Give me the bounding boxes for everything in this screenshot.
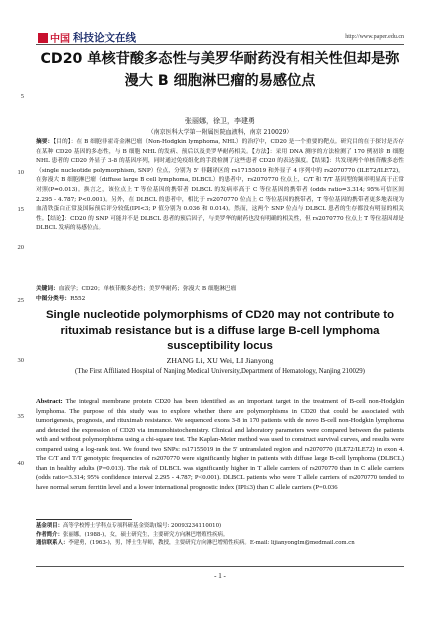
footnote-correspondence xyxy=(36,539,404,548)
abstract-cn-label: 摘要： xyxy=(36,139,54,145)
footnote-author xyxy=(36,531,404,540)
footnote-author-text: 张丽娜，(1988-)，女，硕士研究生，主要研究方向淋巴增殖性疾病。 xyxy=(62,531,229,538)
line-number: 5 xyxy=(20,93,24,100)
footnote-fund xyxy=(36,522,404,531)
paper-title-en: Single nucleotide polymorphisms of CD20 may not contribute to rituximab resistance but is a diffuse large B-cell lymphoma susceptibility locus xyxy=(45,309,395,352)
footnote-fund-text: 高等学校博士学科点专项科研基金资助(编号: 20093234110010) xyxy=(62,523,222,529)
abstract-en-label: Abstract: xyxy=(36,398,63,405)
paper-title-cn: CD20 单核苷酸多态性与美罗华耐药没有相关性但却是弥漫大 B 细胞淋巴瘤的易感位点 xyxy=(40,51,400,89)
affiliation-cn: （南京医科大学第一附属医院血液科，南京 210029） xyxy=(147,129,293,136)
header-rule xyxy=(36,44,404,45)
authors-en: ZHANG Li, XU Wei, LI Jianyong xyxy=(166,356,274,365)
footnote-corr-label: 通信联系人： xyxy=(36,540,69,547)
classification-cn-text: R552 xyxy=(70,296,86,302)
logo-text-cn: 中国 xyxy=(50,34,70,45)
classification-cn-label: 中图分类号： xyxy=(36,296,71,302)
classification-cn xyxy=(36,293,404,302)
keywords-cn xyxy=(36,283,404,292)
line-number: 35 xyxy=(17,413,24,420)
footnotes xyxy=(36,522,404,548)
authors-cn: 张丽娜，徐卫，李建勇 xyxy=(185,117,255,125)
footnote-author-label: 作者简介： xyxy=(36,531,63,538)
abstract-cn xyxy=(36,138,404,234)
line-number: 30 xyxy=(17,357,24,364)
footnote-corr-text: 李建勇，(1963-)，男，博士生导师，教授，主要研究方向淋巴增殖性疾病。E-mail: lijianyonglm@medmail.com.cn xyxy=(68,540,355,547)
page-header xyxy=(0,0,440,46)
logo-text-brand: 科技论文在线 xyxy=(73,32,136,44)
keywords-cn-text: 血液学；CD20；单核苷酸多态性；美罗华耐药；弥漫大 B 细胞淋巴瘤 xyxy=(58,286,237,292)
line-number: 40 xyxy=(17,460,24,467)
line-number: 25 xyxy=(17,297,24,304)
logo-mark-icon xyxy=(38,33,48,43)
footer-rule xyxy=(36,566,404,567)
affiliation-en: (The First Affiliated Hospital of Nanjing Medical University,Department of Hematology, Nanjing 210029) xyxy=(75,368,365,375)
site-url[interactable]: http://www.paper.edu.cn xyxy=(345,34,404,40)
line-number: 15 xyxy=(17,206,24,213)
abstract-en-text: The integral membrane protein CD20 has been identified as an important target in the treatment of B-cell non-Hodgkin lymphoma. The purpose of this study was to explore whether there are polymorphisms in CD20 that could be associated with tumorigenesis, prognosis, and rituximab resistance. We sequenced exons 3-8 in 170 patients with de novo B-cell non-Hodgkin lymphoma and detected the expression of CD20 via immunohistochemistry. Clinical and laboratory parameters were compared between the patients with and without polymorphisms using a chi-square test. The Kaplan-Meier method was used to construct survival curves, and results were compared using a log-rank test. We found two SNPs: rs17155019 in the 5' untranslated region and rs2070770 (ILE72/ILE72) in exon 4. The C/T and T/T genotypic frequencies of rs2070770 were significantly higher in patients with diffuse large B-cell lymphoma (DLBCL) than in healthy adults (P=0.013). The risk of DLBCL was significantly higher in T allele carriers of rs2070770 than in C allele carriers (odds ratio=3.314; 95% confidence interval 2.295 - 4.787; P<0.001). DLBCL patients who were T allele carriers of rs2070770 tended to have normal serum ferritin level and a lower international prognostic index (IPI≤3) than C allele carriers (P=0.036 xyxy=(36,398,404,491)
line-number: 20 xyxy=(17,244,24,251)
line-number: 10 xyxy=(17,169,24,176)
footnote-fund-label: 基金项目： xyxy=(36,523,63,529)
page-number: - 1 - xyxy=(214,572,226,580)
abstract-en xyxy=(36,397,404,492)
abstract-cn-text: 【目的】：在 B 细胞非霍奇金淋巴瘤（Non-Hodgkin lymphoma, NHL）的治疗中，CD20 是一个重要的靶点。研究目的在于探讨是否存在某种 CD20 基因的多态性，与 B 细胞 NHL 的发病、预后以及美罗华耐药相关。【方法】：采用 DNA 测序的方法检测了 170 例初诊 B 细胞 NHL 患者的 CD20 外显子 3-8 的基因序列，同时通过免疫组化的手段检测了这些患者 CD20 的表达强度。【结果】：共发现两个单核苷酸多态性（single nucleotide polymorphism, SNP）位点，分别为 5' 非翻译区的 rs17155019 和外显子 4 序列中的 rs2070770 (ILE72/ILE72)。在弥漫大 B 细胞淋巴瘤（diffuse large B cell lymphoma, DLBCL）的患者中，rs2070770 位点上，C/T 和 T/T 基因型的频率明显高于正常对照(P=0.013)。换言之，该位点上 T 等位基因的携带者 DLBCL 的发病率高于 C 等位基因的携带者 (odds ratio=3.314; 95%可信区间 2.295 - 4.787; P<0.001)。另外，在 DLBCL 的患者中，相比于 rs2070770 位点上 C 等位基因的携带者，T 等位基因的携带者更多地表现为血清铁蛋白正常及国际预后评分较低(IPI<3; P 值分别为 0.036 和 0.014)。然而，这两个 SNP 位点与 DLBCL 患者的生存都没有明显的相关性。【结论】：CD20 的 SNP 可能并不是 DLBCL 患者的预后因子，与美罗华的耐药也没有明确的相关性，但 rs2070770 位点上 T 等位基因却是 DLBCL 发病的易感位点。 xyxy=(36,139,404,232)
keywords-cn-label: 关键词： xyxy=(36,286,59,292)
footnote-rule xyxy=(36,519,132,520)
site-logo xyxy=(38,30,136,45)
